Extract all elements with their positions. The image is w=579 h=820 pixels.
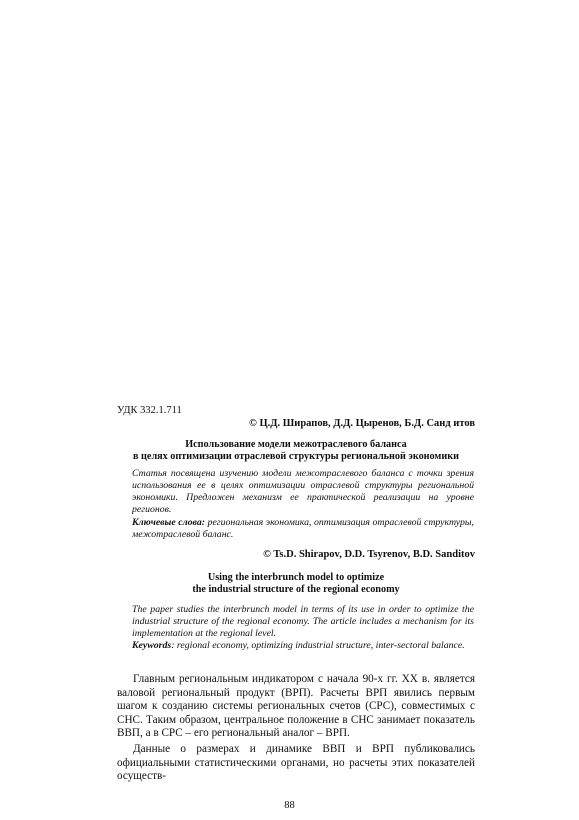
keywords-en-text: : regional economy, optimizing industrial structure, inter-sectoral balance. <box>171 640 465 651</box>
abstract-ru: Статья посвящена изучению модели межотраслевого баланса с точки зрения использования ее в целях оптимизации отраслевой структуры региональной экономики. Предложен механизм ее практической реализации на уровне регионов. <box>132 468 474 515</box>
title-en-line-1: Using the interbrunch model to optimize <box>207 572 385 583</box>
keywords-en-label: Keywords <box>132 640 172 651</box>
body-paragraph-1: Главным региональным индикатором с начала 90-х гг. XX в. является валовой региональный продукт (ВРП). Расчеты ВРП явились первым шагом к созданию системы региональных счетов (СРС), совместимых с СНС. Таким образом, центральное положение в СНС занимает показатель ВВП, а в СРС – его региональный аналог – ВРП. <box>117 673 475 740</box>
keywords-ru-label: Ключевые слова: <box>132 517 206 528</box>
abstract-en: The paper studies the interbrunch model in terms of its use in order to optimize the industrial structure of the regional economy. The article includes a mechanism for its implementation at the regional level. <box>132 604 474 639</box>
title-en <box>117 572 475 596</box>
page-number: 88 <box>284 800 295 811</box>
authors-ru: © Ц.Д. Ширапов, Д.Д. Цыренов, Б.Д. Санд итов <box>249 418 475 429</box>
title-en-line-2: the industrial structure of the regional economy <box>192 584 400 595</box>
authors-en: © Ts.D. Shirapov, D.D. Tsyrenov, B.D. Sanditov <box>263 549 475 560</box>
keywords-en <box>132 640 474 652</box>
title-ru <box>117 439 475 463</box>
title-ru-line-2: в целях оптимизации отраслевой структуры региональной экономики <box>133 451 459 462</box>
keywords-ru <box>132 517 474 541</box>
body-text <box>117 673 475 784</box>
title-ru-line-1: Использование модели межотраслевого баланса <box>185 439 407 450</box>
body-paragraph-2: Данные о размерах и динамике ВВП и ВРП публиковались официальными статистическими органами, но расчеты этих показателей осуществ- <box>117 742 475 783</box>
keywords-ru-text: региональная экономика, оптимизация отраслевой структуры, межотраслевой баланс. <box>132 517 474 540</box>
udk-code: УДК 332.1.711 <box>117 405 182 416</box>
